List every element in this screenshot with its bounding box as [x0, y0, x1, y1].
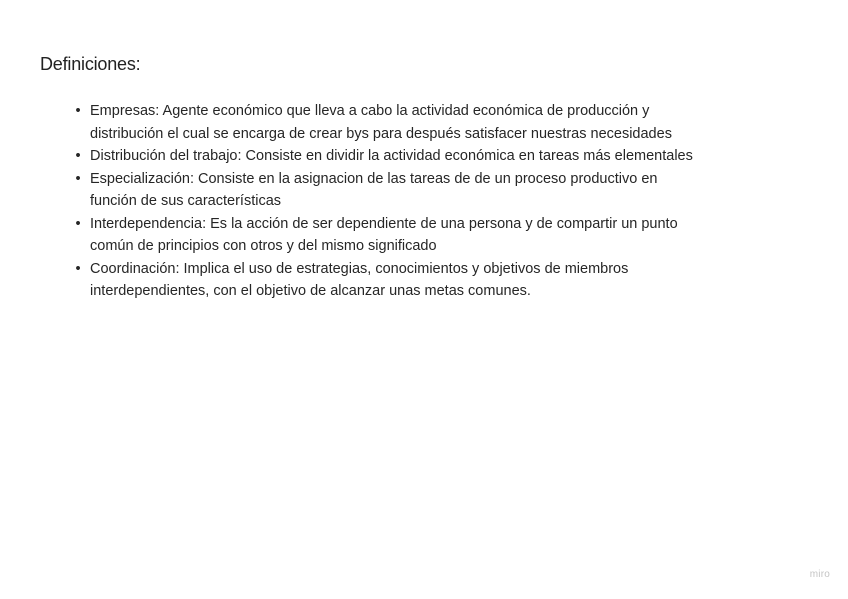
miro-watermark: miro: [809, 569, 830, 580]
definition-text: Empresas: Agente económico que lleva a cabo la actividad económica de producción y distribución el cual se encarga de crear bys para después satisfacer nuestras necesidades: [90, 103, 672, 142]
definition-item-coordinacion[interactable]: [73, 258, 693, 303]
bullet-icon: •: [75, 170, 81, 187]
definition-text: Coordinación: Implica el uso de estrategias, conocimientos y objetivos de miembros interdependientes, con el objetivo de alcanzar unas metas comunes.: [90, 260, 629, 299]
definition-item-interdependencia[interactable]: [73, 213, 693, 258]
bullet-icon: •: [75, 260, 81, 277]
bullet-icon: •: [75, 215, 81, 232]
definition-text: Especialización: Consiste en la asignacion de las tareas de de un proceso productivo en función de sus características: [90, 170, 658, 209]
bullet-icon: •: [75, 148, 81, 164]
definition-text: Distribución del trabajo: Consiste en dividir la actividad económica en tareas más elementales: [90, 148, 693, 164]
definitions-list[interactable]: [73, 100, 693, 303]
bullet-icon: •: [75, 103, 81, 119]
definition-item-especializacion[interactable]: [73, 168, 693, 213]
definition-text: Interdependencia: Es la acción de ser dependiente de una persona y de compartir un punto común de principios con otros y del mismo significado: [90, 215, 678, 254]
definition-item-empresas[interactable]: [73, 100, 693, 145]
definitions-heading[interactable]: Definiciones:: [40, 54, 141, 74]
definition-item-distribucion[interactable]: [73, 145, 693, 168]
